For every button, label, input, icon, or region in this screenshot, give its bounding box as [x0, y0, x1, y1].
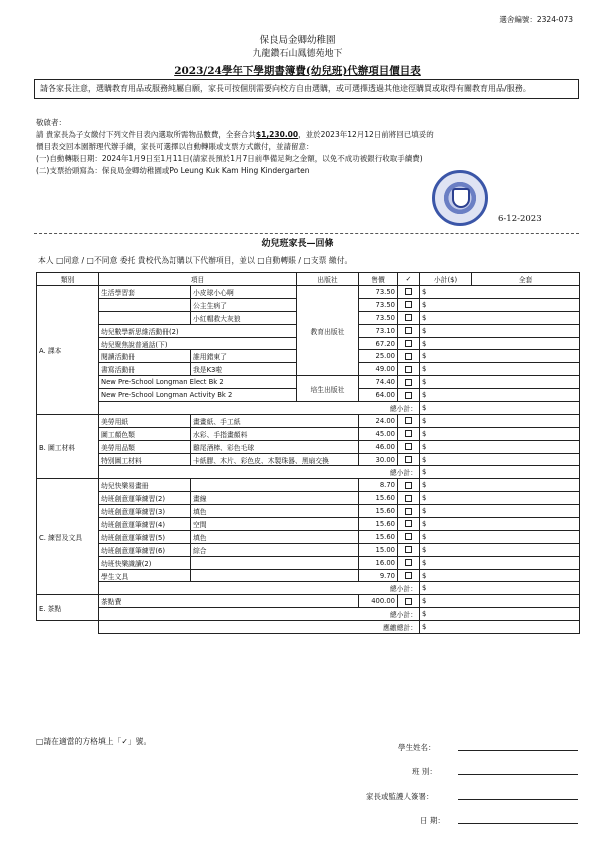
subtotal-cell[interactable]: $: [420, 556, 580, 569]
item-price: 15.00: [359, 543, 398, 556]
tick-cell[interactable]: [398, 453, 420, 466]
table-row: [37, 518, 580, 531]
subtotal-cell[interactable]: $: [420, 376, 580, 389]
total-label: 總小計：: [99, 608, 420, 621]
item-price: 30.00: [359, 453, 398, 466]
item-price: 64.00: [359, 389, 398, 402]
issue-date: 6-12-2023: [498, 214, 542, 224]
item-subtitle: 填色: [191, 530, 359, 543]
item-subtitle: 卡紙膠、木片、彩色皮、木製珠器、黑扇交換: [191, 453, 359, 466]
item-name: 幼班創意運筆練習(3): [99, 505, 191, 518]
item-name: 茶點費: [99, 595, 359, 608]
checkbox[interactable]: [405, 417, 412, 424]
checkbox[interactable]: [405, 598, 412, 605]
checkbox[interactable]: [405, 379, 412, 386]
item-subtitle: 填色: [191, 505, 359, 518]
item-name: 閱讀活動冊: [99, 350, 191, 363]
header-item: 項目: [99, 273, 297, 286]
checkbox[interactable]: [405, 301, 412, 308]
table-row: [37, 376, 580, 389]
section-d-category: E. 茶點: [37, 595, 99, 621]
parent-signature-field[interactable]: [458, 799, 578, 800]
school-name: 保良局金卿幼稚園: [259, 35, 336, 46]
checkbox[interactable]: [405, 508, 412, 515]
subtotal-row: [37, 608, 580, 621]
subtotal-cell[interactable]: $: [420, 324, 580, 337]
subtotal-cell[interactable]: $: [420, 286, 580, 299]
item-price: 15.60: [359, 505, 398, 518]
subtotal-label: 總小計：: [99, 582, 420, 595]
item-name: 幼班創意運筆練習(5): [99, 530, 191, 543]
student-name-field[interactable]: [458, 750, 578, 751]
checkbox[interactable]: [405, 314, 412, 321]
table-row: [37, 543, 580, 556]
subtotal-cell[interactable]: $: [420, 363, 580, 376]
item-name: 特別圖工材料: [99, 453, 191, 466]
checkbox[interactable]: [405, 327, 412, 334]
paragraph-3: (一)自動轉賬日期：2024年1月9日至1月11日(請家長預於1月7日前準備足夠之金額，以免不成功被銀行收取手續費): [36, 154, 423, 163]
item-name: New Pre-School Longman Elect Bk 2: [99, 376, 297, 389]
tick-cell[interactable]: [398, 427, 420, 440]
table-row: [37, 286, 580, 299]
cut-line: [34, 233, 579, 234]
publisher: 培生出版社: [297, 376, 359, 402]
checkbox[interactable]: [405, 392, 412, 399]
item-subtitle: 空間: [191, 518, 359, 531]
class-field[interactable]: [458, 774, 578, 775]
form-title: 2023/24學年下學期書簿費(幼兒班)代辦項目價目表: [174, 65, 421, 77]
item-price: 16.00: [359, 556, 398, 569]
header-category: 類別: [37, 273, 99, 286]
checkbox[interactable]: [405, 430, 412, 437]
subtotal-value[interactable]: $: [420, 402, 580, 415]
table-row: [37, 453, 580, 466]
parent-signature-label: 家長或監護人簽署：: [366, 792, 434, 801]
item-name: 美勞用品類: [99, 440, 191, 453]
table-row: [37, 569, 580, 582]
footnote: □請在適當的方格填上「✓」號。: [36, 737, 152, 746]
subtotal-cell[interactable]: $: [420, 505, 580, 518]
item-price: 73.50: [359, 298, 398, 311]
subtotal-cell[interactable]: $: [420, 518, 580, 531]
subtotal-row: [37, 466, 580, 479]
subtotal-cell[interactable]: $: [420, 569, 580, 582]
publisher: 教育出版社: [297, 286, 359, 376]
tick-cell[interactable]: [398, 518, 420, 531]
table-row: [37, 505, 580, 518]
paragraph-4: (二)支票抬頭寫為：保良局金卿幼稚園或Po Leung Kuk Kam Hing Kindergarten: [36, 166, 310, 175]
tick-cell[interactable]: [398, 363, 420, 376]
category-a: A. 課本: [37, 286, 99, 415]
paragraph-1: [36, 129, 581, 140]
subtotal-label: 總小計：: [99, 466, 420, 479]
tick-cell[interactable]: [398, 376, 420, 389]
checkbox[interactable]: [405, 366, 412, 373]
tick-cell[interactable]: [398, 311, 420, 324]
subtotal-value[interactable]: $: [420, 466, 580, 479]
table-row: [37, 440, 580, 453]
item-price: 400.00: [359, 595, 398, 608]
table-row: [37, 414, 580, 427]
school-address: 九龍鑽石山鳳德苑地下: [252, 49, 343, 59]
subtotal-cell[interactable]: $: [420, 350, 580, 363]
item-name: 生活學習套: [99, 286, 191, 299]
notice-box: 請各家長注意，選購教育用品或服務純屬自願，家長可按個別需要向校方自由選購，或可選擇透過其他途徑購買或取得有關教育用品/服務。: [34, 79, 579, 99]
reference-number: 選舍編號：2324-073: [499, 15, 573, 24]
item-price: 45.00: [359, 427, 398, 440]
tick-cell[interactable]: [398, 414, 420, 427]
checkbox[interactable]: [405, 482, 412, 489]
total-amount: $1,230.00: [255, 130, 299, 139]
item-price: 49.00: [359, 363, 398, 376]
item-subtitle: 小紅帽救大灰狼: [191, 311, 297, 324]
item-name: 幼班創意運筆練習(2): [99, 492, 191, 505]
subtotal-cell[interactable]: $: [420, 414, 580, 427]
subtotal-cell[interactable]: $: [420, 530, 580, 543]
item-name: 學生文具: [99, 569, 191, 582]
item-name: 幼班快樂識讀(2): [99, 556, 191, 569]
item-subtitle: 畫線: [191, 492, 359, 505]
tick-cell[interactable]: [398, 530, 420, 543]
table-row: [37, 427, 580, 440]
total-value[interactable]: $: [420, 608, 580, 621]
checkbox[interactable]: [405, 495, 412, 502]
item-subtitle: [191, 569, 359, 582]
tick-cell[interactable]: [398, 298, 420, 311]
item-name: [99, 311, 191, 324]
item-subtitle: [191, 479, 359, 492]
item-subtitle: 我是K3啦: [191, 363, 297, 376]
item-name: [99, 298, 191, 311]
item-subtitle: 雞尾酒棒、彩色毛球: [191, 440, 359, 453]
subtotal-cell[interactable]: $: [420, 440, 580, 453]
item-price: 25.00: [359, 350, 398, 363]
tick-cell[interactable]: [398, 337, 420, 350]
para1-text: 請 貴家長為子女繳付下列文件目表內選取所需物品數費，全套合共: [36, 130, 256, 139]
tick-cell[interactable]: [398, 492, 420, 505]
item-name: 幼兒數學新思維活動冊(2): [99, 324, 297, 337]
item-name: 幼兒聚焦說普通話(下): [99, 337, 297, 350]
item-price: 15.60: [359, 492, 398, 505]
checkbox[interactable]: [405, 443, 412, 450]
item-subtitle: 綜合: [191, 543, 359, 556]
school-seal-stamp: [432, 170, 488, 226]
grand-total-value[interactable]: $: [420, 621, 580, 634]
tick-cell[interactable]: [398, 440, 420, 453]
section-b-category: B. 圖工材料: [37, 414, 99, 478]
item-price: 73.50: [359, 311, 398, 324]
subtotal-cell[interactable]: $: [420, 427, 580, 440]
item-subtitle: 誰用錯東了: [191, 350, 297, 363]
reply-slip-title: 幼兒班家長—回條: [261, 239, 334, 249]
tick-cell[interactable]: [398, 595, 420, 608]
student-name-label: 學生姓名：: [398, 743, 436, 752]
checkbox[interactable]: [405, 340, 412, 347]
item-price: 8.70: [359, 479, 398, 492]
price-table: [36, 272, 580, 634]
table-row: [37, 492, 580, 505]
table-row: [37, 530, 580, 543]
checkbox[interactable]: [405, 353, 412, 360]
item-subtitle: [191, 556, 359, 569]
subtotal-cell[interactable]: $: [420, 337, 580, 350]
table-row: [37, 556, 580, 569]
item-name: 幼兒快樂易畫冊: [99, 479, 191, 492]
item-price: 24.00: [359, 414, 398, 427]
paragraph-2: 價目表交回本園辦理代辦手續，家長可選擇以自動轉賬或支票方式繳付，並請留意：: [36, 142, 314, 151]
item-price: 15.60: [359, 530, 398, 543]
item-subtitle: 水彩、手指畫顏料: [191, 427, 359, 440]
header-tick: ✓: [398, 273, 420, 286]
tick-cell[interactable]: [398, 505, 420, 518]
grand-total-row: [37, 621, 580, 634]
subtotal-cell[interactable]: $: [420, 389, 580, 402]
item-subtitle: 畫畫紙、手工紙: [191, 414, 359, 427]
item-price: 74.40: [359, 376, 398, 389]
date-field[interactable]: [458, 823, 578, 824]
consent-choice-line: 本人 □同意 / □不同意 委托 貴校代為訂購以下代辦項目，並以 □自動轉賬 / □支票 繳付。: [38, 256, 353, 265]
checkbox[interactable]: [405, 533, 412, 540]
subtotal-cell[interactable]: $: [420, 453, 580, 466]
subtotal-cell[interactable]: $: [420, 298, 580, 311]
item-subtitle: 公主生病了: [191, 298, 297, 311]
subtotal-label: 總小計：: [99, 402, 420, 415]
tick-cell[interactable]: [398, 569, 420, 582]
checkbox[interactable]: [405, 546, 412, 553]
item-price: 73.10: [359, 324, 398, 337]
section-c-category: C. 練習及文具: [37, 479, 99, 595]
tick-cell[interactable]: [398, 324, 420, 337]
item-price: 67.20: [359, 337, 398, 350]
checkbox[interactable]: [405, 572, 412, 579]
item-price: 73.50: [359, 286, 398, 299]
checkbox[interactable]: [405, 456, 412, 463]
subtotal-cell[interactable]: $: [420, 543, 580, 556]
item-name: New Pre-School Longman Activity Bk 2: [99, 389, 297, 402]
table-header-row: [37, 273, 580, 286]
grand-total-label: 應繳總計：: [99, 621, 420, 634]
tick-cell[interactable]: [398, 479, 420, 492]
tick-cell[interactable]: [398, 543, 420, 556]
grand-total-spacer: [37, 621, 99, 634]
item-subtitle: 小皮球小心啊: [191, 286, 297, 299]
checkbox[interactable]: [405, 559, 412, 566]
subtotal-row: [37, 582, 580, 595]
tick-cell[interactable]: [398, 389, 420, 402]
para1b-text: ，並於2023年12月12日前將回已填妥的: [298, 130, 434, 139]
item-name: 幼班創意運筆練習(4): [99, 518, 191, 531]
class-label: 班 別：: [412, 767, 437, 776]
item-name: 圖工顏色類: [99, 427, 191, 440]
date-label: 日 期：: [420, 816, 445, 825]
tick-cell[interactable]: [398, 286, 420, 299]
header-subtotal: 小計($): [420, 273, 472, 286]
subtotal-value[interactable]: $: [420, 582, 580, 595]
tick-cell[interactable]: [398, 556, 420, 569]
header-price: 售價: [359, 273, 398, 286]
item-name: 美勞用紙: [99, 414, 191, 427]
greeting: 敬啟者：: [36, 118, 66, 127]
subtotal-cell[interactable]: $: [420, 479, 580, 492]
subtotal-cell[interactable]: $: [420, 595, 580, 608]
table-row: [37, 595, 580, 608]
item-name: 幼班創意運筆練習(6): [99, 543, 191, 556]
header-set: 全套: [472, 273, 580, 286]
checkbox[interactable]: [405, 288, 412, 295]
checkbox[interactable]: [405, 520, 412, 527]
subtotal-cell[interactable]: $: [420, 311, 580, 324]
subtotal-cell[interactable]: $: [420, 492, 580, 505]
header-publisher: 出版社: [297, 273, 359, 286]
item-price: 9.70: [359, 569, 398, 582]
item-price: 46.00: [359, 440, 398, 453]
subtotal-row: [37, 402, 580, 415]
tick-cell[interactable]: [398, 350, 420, 363]
table-row: [37, 479, 580, 492]
item-price: 15.60: [359, 518, 398, 531]
item-name: 書寫活動冊: [99, 363, 191, 376]
